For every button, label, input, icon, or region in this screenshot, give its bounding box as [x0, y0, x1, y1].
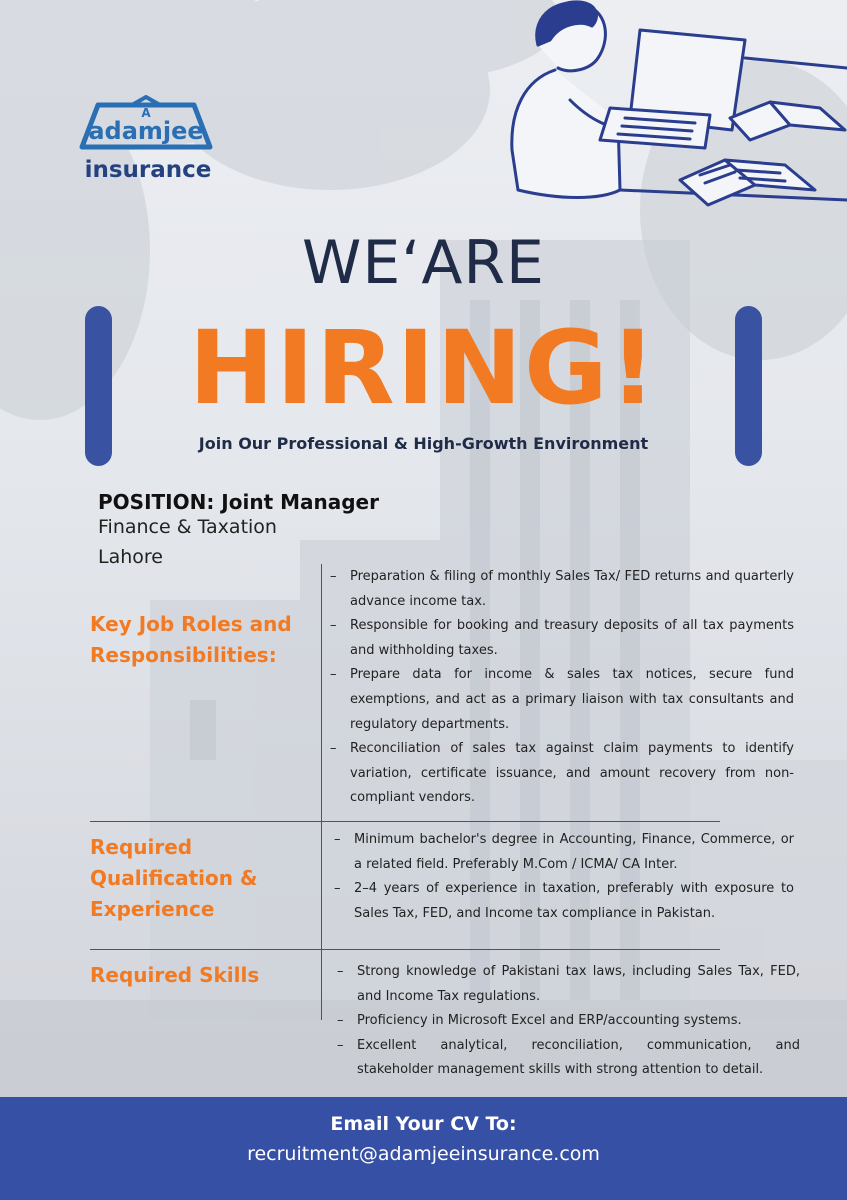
- divider-vertical-3: [321, 950, 322, 1020]
- list-item: – Proficiency in Microsoft Excel and ERP/accounting systems.: [333, 1009, 800, 1034]
- list-item: – Preparation & filing of monthly Sales Tax/ FED returns and quarterly advance income tax.: [326, 565, 794, 614]
- qualification-heading: [90, 832, 257, 925]
- footer-title: Email Your CV To:: [330, 1113, 517, 1135]
- headline-main: HIRING!: [188, 309, 659, 428]
- list-item: – Excellent analytical, reconciliation, communication, and stakeholder management skills with strong attention to detail.: [333, 1034, 800, 1083]
- svg-text:adamjee: adamjee: [88, 117, 204, 145]
- list-item: – Strong knowledge of Pakistani tax laws, including Sales Tax, FED, and Income Tax regulations.: [333, 960, 800, 1009]
- position-title: POSITION: Joint Manager: [98, 490, 379, 514]
- list-item: – Responsible for booking and treasury deposits of all tax payments and withholding taxes.: [326, 614, 794, 663]
- divider-horizontal-2: [90, 949, 720, 950]
- qualification-heading-line3: Experience: [90, 897, 215, 921]
- position-location: Lahore: [98, 546, 163, 568]
- list-item: – Minimum bachelor's degree in Accounting, Finance, Commerce, or a related field. Preferably M.Com / ICMA/ CA Inter.: [330, 828, 794, 877]
- responsibilities-list: [326, 565, 794, 811]
- email-link[interactable]: recruitment@adamjeeinsurance.com: [247, 1143, 600, 1165]
- list-item: – 2–4 years of experience in taxation, preferably with exposure to Sales Tax, FED, and Income tax compliance in Pakistan.: [330, 877, 794, 926]
- divider-horizontal-1: [90, 821, 720, 822]
- position-department: Finance & Taxation: [98, 516, 277, 538]
- qualification-list: [330, 828, 794, 926]
- tagline: Join Our Professional & High-Growth Environment: [198, 434, 649, 453]
- svg-text:insurance: insurance: [84, 157, 212, 183]
- person-laptop-illustration: [500, 0, 847, 235]
- skills-list: [333, 960, 800, 1083]
- responsibilities-heading-line1: Key Job Roles and: [90, 612, 292, 636]
- list-item: – Prepare data for income & sales tax notices, secure fund exemptions, and act as a primary liaison with tax consultants and regulatory departments.: [326, 663, 794, 737]
- adamjee-logo: [76, 95, 216, 187]
- qualification-heading-line2: Qualification &: [90, 866, 258, 890]
- list-item: – Reconciliation of sales tax against claim payments to identify variation, certificate issuance, and amount recovery from non-compliant vendors.: [326, 737, 794, 811]
- headline-top: WE‘ARE: [302, 228, 545, 298]
- qualification-heading-line1: Required: [90, 835, 193, 859]
- responsibilities-heading-line2: Responsibilities:: [90, 643, 277, 667]
- responsibilities-heading: [90, 609, 292, 671]
- divider-vertical-2: [321, 822, 322, 950]
- open-book-icon: [730, 102, 845, 140]
- footer-banner: [0, 1097, 847, 1200]
- svg-text:A: A: [141, 106, 151, 120]
- skills-heading: Required Skills: [90, 963, 260, 987]
- divider-vertical-1: [321, 564, 322, 822]
